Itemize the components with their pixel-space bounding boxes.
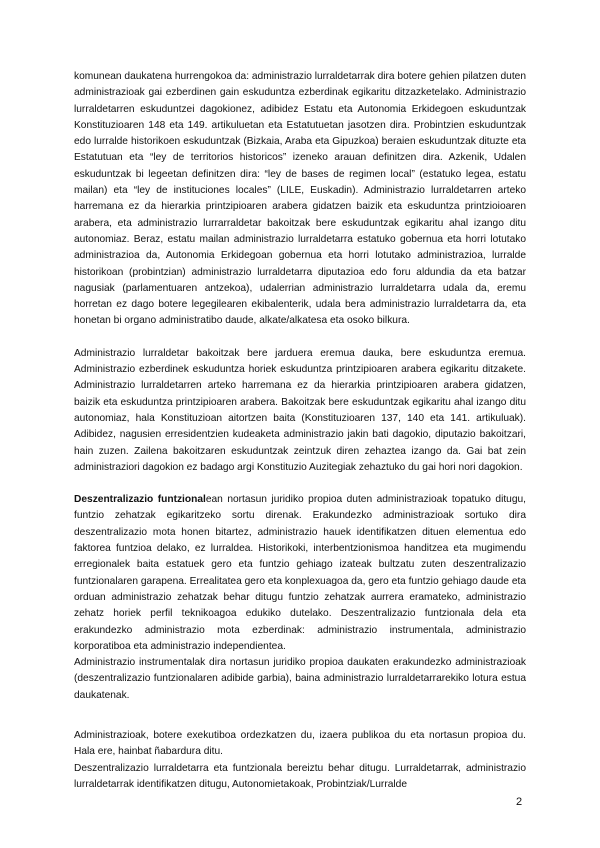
- page-number: 2: [516, 796, 523, 808]
- paragraph-instrumental-administrations: Administrazio instrumentalak dira nortasun juridiko propioa daukaten erakundezko administrazioak (deszentralizazio funtzionalaren adibide garbia), baina administrazio lurraldetarrarekiko lotura estua daukatenak.: [74, 657, 526, 701]
- paragraph-competence-principle: Administrazio lurraldetar bakoitzak bere jarduera eremua dauka, bere eskuduntza eremua. Administrazio ezberdinek eskuduntza horiek eskuduntza printzipioaren arabera egikaritu ditzakete. Administrazio lurraldetarren arteko harremana ez da hierarkia printzipioaren arabera gidatzen, baizik eta eskuduntza printzipioaren arabera. Bakoitzak bere eskuduntzak egikaritu ahal izango ditu autonomiaz, hala Konstituzioan aitortzen baita (Konstituzioaren 137, 140 eta 141. artikuluak). Adibidez, nagusien erresidentzien kudeaketa administrazio jakin bati dagokio, diputazio bakoitzari, hain zuzen. Zailena bakoitzaren eskuduntzak zeintzuk diren zehaztea izango da. Gai bat zein administraziori dagokion ez badago argi Konstituzio Auzitegiak zehaztuko du gai hori nori dagokion.: [74, 347, 526, 473]
- paragraph-territorial-administrations: komunean daukatena hurrengokoa da: administrazio lurraldetarrak dira botere gehien pilatzen duten administrazioak gai ezberdinen gain eskuduntza ezberdinak egikaritu ditzazketelako. Administrazio lurraldetarren eskuduntzei dagokionez, adibidez Estatu eta Autonomia Erkidegoen eskuduntzak Konstituzioaren 148 eta 149. artikuluetan eta Estatutuetan jasotzen dira. Probintzien eskuduntzak edo lurralde historikoen eskuduntzak (Bizkaia, Araba eta Gipuzkoa) beraien eskuduntzak dituzte eta Estatutuan eta “ley de territorios historicos” izeneko arauan definitzen dira. Azkenik, Udalen eskuduntzak bi legeetan definitzen dira: “ley de bases de regimen local” (estatuko legea, estatu mailan) eta “ley de instituciones locales” (LILE, Euskadin). Administrazio lurraldetarren arteko harremana ez da hierarkia printzipioaren arabera gidatzen baizik eta eskuduntza printzioioaren arabera, eta administrazio lurrarraldetar bakoitzak bere eskuduntzak egikaritu ahal izango ditu autonomiaz. Beraz, estatu mailan administrazio lurraldetarra estatuko gobernua eta horri lotutako administrazioa da, Autonomia Erkidegoan gobernua eta horri lotutako administrazioa, lurralde historikoan (probintzian) administrazio lurraldetarra diputazioa edo foru aldundia da eta batzar nagusiak (parlamentuaren antzekoa), udalerrian administrazio lurraldetarra udala da, eremu horretan ez dago botere legegilearen ekibalenterik, udala bera administrazio lurraldetarra da, eta honetan bi organo administratibo daude, alkate/alkatesa eta osoko bilkura.: [74, 71, 526, 327]
- paragraph-functional-text: ean nortasun juridiko propioa duten administrazioak topatuko ditugu, funtzio zehatzak egikaritzeko sortu direnak. Erakundezko administrazioak sortuko dira deszentralizazio mota honen bitartez, administrazio hauek identifikatzen dituen elementua edo faktorea funtzioa delako, ez lurraldea. Historikoki, interbentzionismoa handitzea eta mugimendu erregionalek baita estatuek gero eta funtzio gehiago izateak bultzatu zuten deszentralizazio funtzionalaren garapena. Errealitatea gero eta konplexuagoa da, gero eta funtzio gehiago daude eta orduan administrazio zehatzak behar ditugu funtzio zehatzak aurrera eramateko, administrazio zehatz horiek perfil teknikoagoa edukiko dutelako. Deszentralizazio funtzionala dela eta erakundezko administrazio mota ezberdinak: administrazio instrumentala, administrazio korporatiboa eta administrazio independientea.: [74, 494, 526, 652]
- document-body: [74, 69, 526, 793]
- paragraph-distinction: Deszentralizazio lurraldetarra eta funtzionala bereiztu behar ditugu. Lurraldetarrak, administrazio lurraldetarrak identifikatzen ditugu, Autonomietakoak, Probintziak/Lurralde: [74, 762, 526, 790]
- paragraph-functional-decentralization: [74, 492, 526, 655]
- bold-term: Deszentralizazio funtzional: [74, 494, 206, 506]
- paragraph-spacer: [74, 704, 526, 728]
- paragraph-spacer: [74, 330, 526, 346]
- paragraph-spacer: [74, 476, 526, 492]
- paragraph-executive-power: Administrazioak, botere exekutiboa ordezkatzen du, izaera publikoa du eta nortasun propioa du. Hala ere, hainbat ñabardura ditu.: [74, 729, 526, 758]
